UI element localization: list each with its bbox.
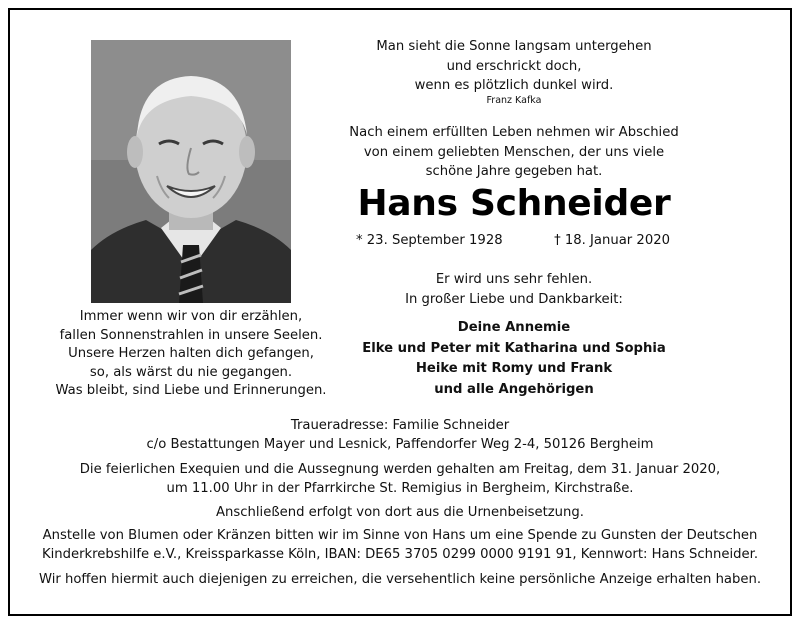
quote-line: und erschrickt doch, [446, 58, 582, 74]
poem-line: Unsere Herzen halten dich gefangen, [68, 346, 314, 362]
family-line: Heike mit Romy und Frank [415, 361, 613, 376]
farewell-line: In großer Liebe und Dankbarkeit: [405, 292, 623, 307]
death-date: † 18. Januar 2020 [554, 233, 670, 248]
quote-author: Franz Kafka [486, 95, 542, 106]
intro-line: schöne Jahre gegeben hat. [425, 164, 603, 179]
family-line: Deine Annemie [457, 320, 571, 335]
donation-line: Kinderkrebshilfe e.V., Kreissparkasse Köln, IBAN: DE65 3705 0299 0000 9191 91, Kennwort: Hans Schneider. [41, 546, 759, 562]
kafka-quote [334, 37, 694, 96]
poem-line: fallen Sonnenstrahlen in unsere Seelen. [59, 327, 323, 343]
portrait-photo [91, 40, 291, 303]
birth-date: * 23. September 1928 [356, 233, 503, 248]
farewell-line: Er wird uns sehr fehlen. [435, 272, 593, 287]
poem-line: so, als wärst du nie gegangen. [89, 364, 293, 380]
mourning-address [20, 417, 780, 454]
address-line: c/o Bestattungen Mayer und Lesnick, Paffendorfer Weg 2-4, 50126 Bergheim [146, 436, 654, 452]
quote-line: Man sieht die Sonne langsam untergehen [376, 39, 652, 54]
intro-line: von einem geliebten Menschen, der uns viele [363, 144, 665, 160]
service-info [20, 461, 780, 498]
service-line: Die feierlichen Exequien und die Aussegnung werden gehalten am Freitag, dem 31. Januar 2020, [79, 462, 721, 477]
deceased-name: Hans Schneider [357, 183, 671, 224]
farewell-text [334, 270, 694, 310]
memorial-poem [50, 308, 332, 401]
portrait-icon [91, 40, 291, 303]
family-line: Elke und Peter mit Katharina und Sophia [362, 340, 666, 356]
family-signatures [334, 318, 694, 400]
service-line: um 11.00 Uhr in der Pfarrkirche St. Remigius in Bergheim, Kirchstraße. [166, 480, 634, 496]
quote-line: wenn es plötzlich dunkel wird. [414, 78, 614, 93]
donation-info [20, 527, 780, 564]
family-line: und alle Angehörigen [434, 381, 594, 397]
address-line: Traueradresse: Familie Schneider [290, 418, 510, 433]
poem-line: Immer wenn wir von dir erzählen, [79, 309, 303, 324]
intro-text [334, 123, 694, 182]
closing-note: Wir hoffen hiermit auch diejenigen zu erreichen, die versehentlich keine persönliche Anzeige erhalten haben. [38, 572, 762, 587]
burial-info: Anschließend erfolgt von dort aus die Urnenbeisetzung. [216, 505, 584, 520]
intro-line: Nach einem erfüllten Leben nehmen wir Abschied [349, 125, 679, 140]
poem-line: Was bleibt, sind Liebe und Erinnerungen. [55, 383, 327, 399]
donation-line: Anstelle von Blumen oder Kränzen bitten wir im Sinne von Hans um eine Spende zu Gunsten der Deutschen [42, 528, 758, 543]
